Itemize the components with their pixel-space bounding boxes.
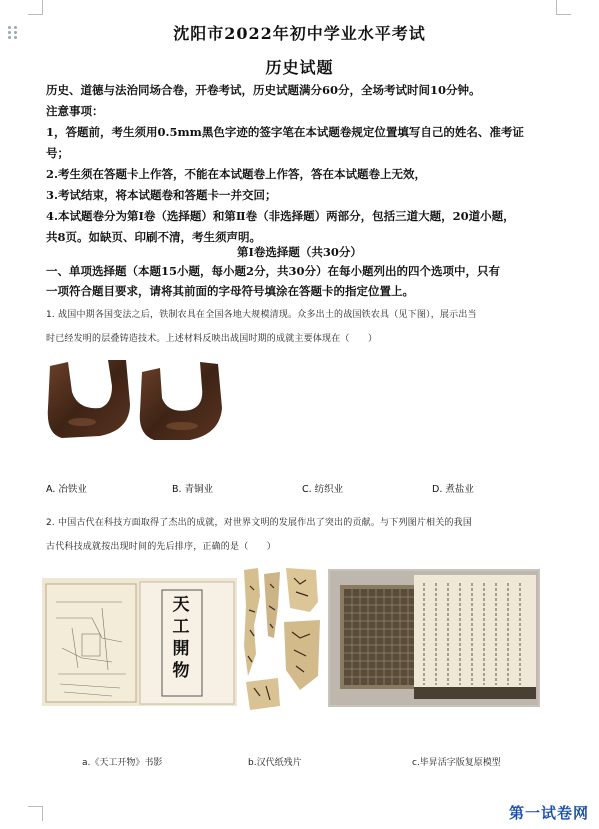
question-1-text: 1. 战国中期各国变法之后，铁制农具在全国各地大规模清现。众多出土的战国铁农具（见下图），展示出当 bbox=[46, 310, 477, 320]
crop-mark-top-left bbox=[28, 0, 43, 15]
book-cover-title bbox=[163, 594, 199, 682]
notice-item-4-cont: 共8页。如缺页、印刷不清，考生须声明。 bbox=[46, 230, 261, 244]
notice-heading: 注意事项： bbox=[46, 104, 104, 118]
iron-tools-photo bbox=[42, 352, 238, 448]
question-1-text-cont: 时已经发明的层叠铸造技术。上述材料反映出战国时期的成就主要体现在（ ） bbox=[46, 334, 378, 344]
section-instruction: 一、单项选择题（本题15小题，每小题2分，共30分）在每小题列出的四个选项中，只有 bbox=[46, 264, 501, 278]
question-2-text: 2. 中国古代在科技方面取得了杰出的成就，对世界文明的发展作出了突出的贡献。与下列图片相关的我国 bbox=[46, 518, 473, 528]
caption-c: c.毕昇活字版复原模型 bbox=[412, 758, 501, 768]
notice-item-3: 3.考试结束，将本试题卷和答题卡一并交回； bbox=[46, 188, 277, 202]
book-char: 物 bbox=[172, 661, 190, 681]
notice-item-2: 2.考生须在答题卡上作答，不能在本试题卷上作答，答在本试题卷上无效， bbox=[46, 167, 427, 181]
caption-a: a.《天工开物》书影 bbox=[82, 758, 163, 768]
page-subtitle: 历史试题 bbox=[265, 58, 334, 77]
option-b[interactable]: B. 青铜业 bbox=[172, 484, 214, 495]
page-title: 沈阳市2022年初中学业水平考试 bbox=[173, 24, 426, 43]
book-char: 工 bbox=[172, 617, 190, 637]
book-char: 天 bbox=[172, 595, 190, 615]
section-instruction-cont: 一项符合题目要求，请将其前面的字母符号填涂在答题卡的指定位置上。 bbox=[46, 284, 414, 298]
notice-item-1-cont: 号； bbox=[46, 146, 69, 160]
crop-mark-top-right bbox=[556, 0, 571, 15]
intro-line: 历史、道德与法治同场合卷，开卷考试，历史试题满分60分，全场考试时间10分钟。 bbox=[46, 83, 481, 97]
section-title: 第Ⅰ卷选择题（共30分） bbox=[237, 245, 362, 259]
tiangong-kaiwu-book-photo bbox=[42, 578, 237, 706]
site-logo[interactable]: 第一试卷网 bbox=[508, 804, 589, 822]
question-2-text-cont: 古代科技成就按出现时间的先后排序，正确的是（ ） bbox=[46, 542, 277, 552]
han-paper-fragments-photo bbox=[240, 566, 322, 714]
option-d[interactable]: D. 煮盐业 bbox=[432, 484, 474, 495]
option-c[interactable]: C. 纺织业 bbox=[302, 484, 344, 495]
crop-mark-bottom-left bbox=[28, 806, 43, 821]
notice-item-4: 4.本试题卷分为第Ⅰ卷（选择题）和第Ⅱ卷（非选择题）两部分，包括三道大题，20道小题， bbox=[46, 209, 515, 223]
option-a[interactable]: A. 冶铁业 bbox=[46, 484, 87, 495]
notice-item-1: 1，答题前，考生须用0.5mm黑色字迹的签字笔在本试题卷规定位置填写自己的姓名、准考证 bbox=[46, 125, 524, 139]
caption-b: b.汉代纸残片 bbox=[248, 758, 302, 768]
book-char: 開 bbox=[172, 639, 190, 659]
movable-type-model-photo bbox=[328, 569, 540, 707]
